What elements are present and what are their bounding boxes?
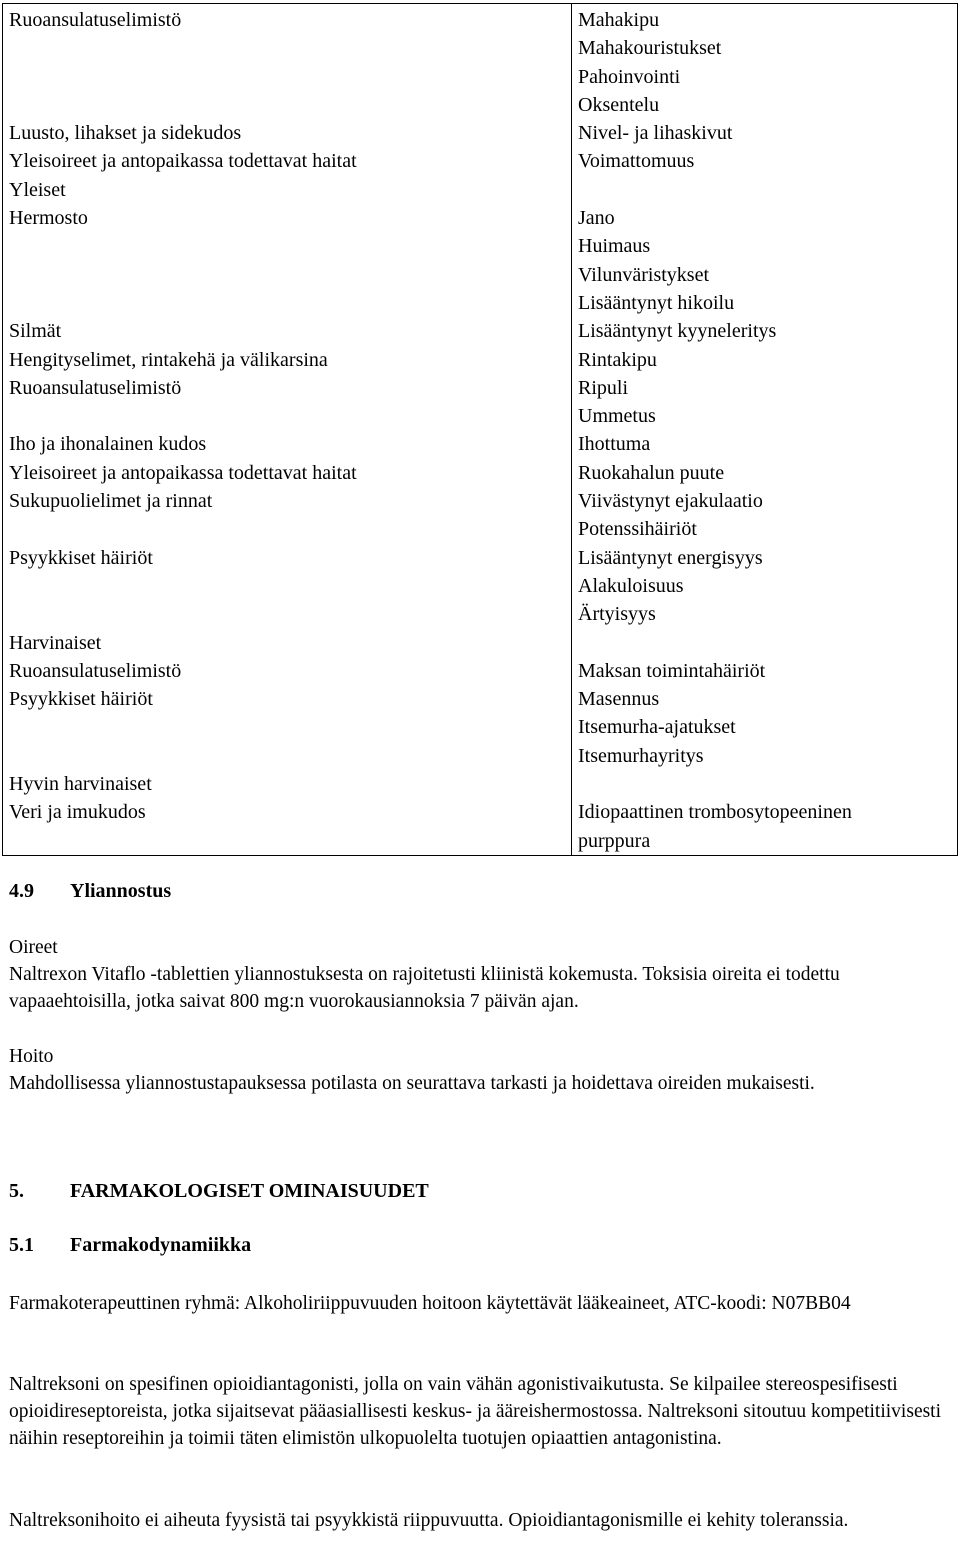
table-line bbox=[9, 402, 565, 430]
table-line: Vilunväristykset bbox=[578, 263, 710, 286]
table-line: Ärtyisyys bbox=[578, 603, 656, 626]
table-line bbox=[9, 572, 565, 600]
table-line bbox=[9, 232, 565, 260]
table-line: Masennus bbox=[578, 688, 660, 711]
table-line: Yleisoireet ja antopaikassa todettavat haitat bbox=[9, 150, 357, 173]
section-number: 5.1 bbox=[9, 1234, 34, 1256]
table-line bbox=[9, 742, 565, 770]
section-title: FARMAKOLOGISET OMINAISUUDET bbox=[70, 1180, 429, 1202]
table-line: Psyykkiset häiriöt bbox=[9, 688, 153, 711]
table-line: Hermosto bbox=[9, 207, 88, 230]
dependence-paragraph: Naltreksonihoito ei aiheuta fyysistä tai psyykkistä riippuvuutta. Opioidiantagonismille ei kehity toleranssia. bbox=[9, 1510, 849, 1531]
table-line: Ihottuma bbox=[578, 433, 651, 456]
table-line: Iho ja ihonalainen kudos bbox=[9, 433, 207, 456]
table-line: Jano bbox=[578, 207, 615, 230]
table-line: Huimaus bbox=[578, 235, 651, 258]
table-line: Luusto, lihakset ja sidekudos bbox=[9, 122, 242, 145]
table-line: Viivästynyt ejakulaatio bbox=[578, 490, 763, 513]
table-line bbox=[578, 770, 951, 798]
section-heading-5 bbox=[9, 1180, 429, 1203]
table-line: Hengityselimet, rintakehä ja välikarsina bbox=[9, 348, 328, 371]
table-line: Ummetus bbox=[578, 405, 656, 428]
table-line: Alakuloisuus bbox=[578, 574, 684, 597]
table-line: Nivel- ja lihaskivut bbox=[578, 122, 733, 145]
table-line: Ruoansulatuselimistö bbox=[9, 659, 182, 682]
table-line: Itsemurha-ajatukset bbox=[578, 716, 736, 739]
section-heading-4-9 bbox=[9, 880, 171, 903]
table-line: Potenssihäiriöt bbox=[578, 518, 697, 541]
table-line: Itsemurhayritys bbox=[578, 744, 704, 767]
table-line: Lisääntynyt kyyneleritys bbox=[578, 320, 777, 343]
section-title: Yliannostus bbox=[70, 880, 172, 902]
table-line: Voimattomuus bbox=[578, 150, 695, 173]
table-line bbox=[9, 34, 565, 62]
table-line: Sukupuolielimet ja rinnat bbox=[9, 490, 213, 513]
table-line: purppura bbox=[578, 829, 651, 852]
table-line: Rintakipu bbox=[578, 348, 657, 371]
adverse-effect-cell bbox=[572, 4, 958, 856]
table-line: Maksan toimintahäiriöt bbox=[578, 659, 766, 682]
treatment-heading: Hoito bbox=[9, 1046, 54, 1067]
table-line: Pahoinvointi bbox=[578, 65, 681, 88]
table-line bbox=[9, 600, 565, 628]
table-line: Yleisoireet ja antopaikassa todettavat haitat bbox=[9, 461, 357, 484]
table-line: Idiopaattinen trombosytopeeninen bbox=[578, 801, 852, 824]
table-line bbox=[9, 515, 565, 543]
table-line: Ruoansulatuselimistö bbox=[9, 9, 182, 31]
treatment-paragraph: Mahdollisessa yliannostustapauksessa potilasta on seurattava tarkasti ja hoidettava oireiden mukaisesti. bbox=[9, 1073, 815, 1094]
table-line: Lisääntynyt energisyys bbox=[578, 546, 763, 569]
table-line: Hyvin harvinaiset bbox=[9, 773, 152, 796]
table-line: Ripuli bbox=[578, 376, 629, 399]
section-heading-5-1 bbox=[9, 1234, 251, 1257]
section-title: Farmakodynamiikka bbox=[70, 1234, 252, 1256]
mechanism-paragraph: Naltreksoni on spesifinen opioidiantagonisti, jolla on vain vähän agonistivaikutusta. Se kilpailee stereospesifisesti opioidireseptoreista, jotka sijaitsevat pääasiallisesti keskus- ja ääreishermostossa. Naltreksoni sitoutuu kompetitiivisesti näihin reseptoreihin ja toimii täten elimistön ulkopuolelta tuotujen opiaattien antagonistina. bbox=[9, 1374, 942, 1449]
table-line bbox=[9, 289, 565, 317]
table-line bbox=[578, 176, 951, 204]
organ-class-cell bbox=[3, 4, 572, 856]
section-number: 5. bbox=[9, 1180, 24, 1202]
table-line: Mahakipu bbox=[578, 9, 660, 31]
pharmacotherapeutic-group-paragraph: Farmakoterapeuttinen ryhmä: Alkoholiriippuvuuden hoitoon käytettävät lääkeaineet, ATC-koodi: N07BB04 bbox=[9, 1293, 851, 1314]
table-line bbox=[9, 63, 565, 91]
table-row bbox=[3, 4, 958, 856]
table-line: Yleiset bbox=[9, 178, 66, 201]
table-line bbox=[9, 91, 565, 119]
table-line: Ruoansulatuselimistö bbox=[9, 376, 182, 399]
symptoms-paragraph: Naltrexon Vitaflo -tablettien yliannostuksesta on rajoitetusti kliinistä kokemusta. Toksisia oireita ei todettu vapaaehtoisilla, jotka saivat 800 mg:n vuorokausiannoksia 7 päivän ajan. bbox=[9, 964, 840, 1012]
table-line: Veri ja imukudos bbox=[9, 801, 146, 824]
table-line: Oksentelu bbox=[578, 93, 660, 116]
table-line bbox=[9, 827, 565, 855]
table-line: Psyykkiset häiriöt bbox=[9, 546, 153, 569]
table-line bbox=[578, 629, 951, 657]
table-line: Ruokahalun puute bbox=[578, 461, 725, 484]
table-line: Mahakouristukset bbox=[578, 37, 722, 60]
adverse-effects-table bbox=[2, 3, 958, 856]
table-line: Lisääntynyt hikoilu bbox=[578, 291, 735, 314]
section-number: 4.9 bbox=[9, 880, 34, 902]
table-line: Silmät bbox=[9, 320, 62, 343]
table-line bbox=[9, 713, 565, 741]
table-line bbox=[9, 261, 565, 289]
symptoms-heading: Oireet bbox=[9, 937, 58, 958]
table-line: Harvinaiset bbox=[9, 631, 102, 654]
